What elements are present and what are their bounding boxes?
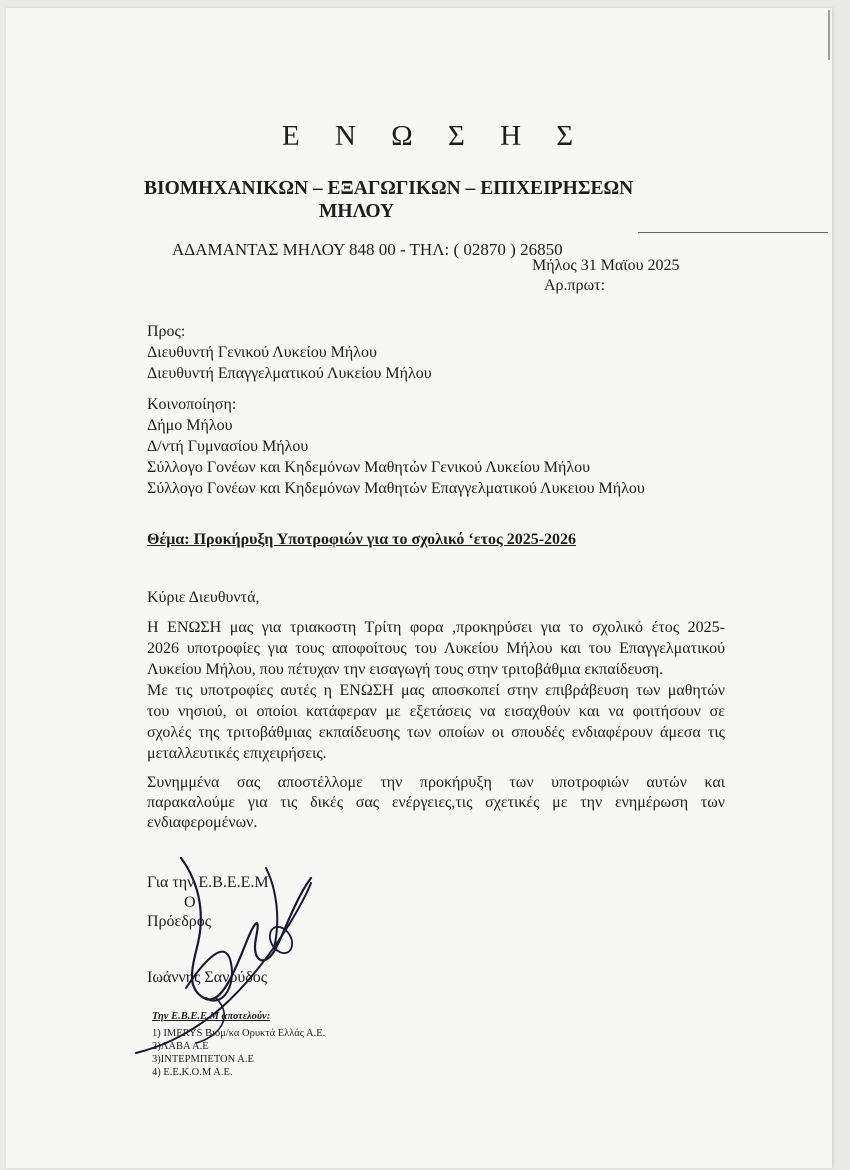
- body-line: μεταλλευτικές επιχειρήσεις.: [147, 745, 327, 762]
- member-item: 1) IMERYS Βιομ/κα Ορυκτά Ελλάς Α.Ε.: [152, 1028, 326, 1039]
- body-line: Η ΕΝΩΣΗ μας για τριακοστη Τρίτη φορα ,προκηρύσει για το σχολικό έτος 2025-: [147, 619, 725, 636]
- cc-item: Σύλλογο Γονέων και Κηδεμόνων Μαθητών Επαγγελματικού Λυκειου Μήλου: [147, 480, 645, 497]
- scan-edge-mark: [828, 10, 830, 60]
- org-title: Ε Ν Ω Σ Η Σ: [282, 120, 588, 152]
- letter-subject: Θέμα: Προκήρυξη Υποτροφιών για το σχολικό ‘ετος 2025-2026: [147, 531, 577, 548]
- cc-item: Σύλλογο Γονέων και Κηδεμόνων Μαθητών Γενικού Λυκείου Μήλου: [147, 459, 591, 476]
- recipient-item: Διευθυντή Γενικού Λυκείου Μήλου: [147, 344, 377, 361]
- recipient-item: Διευθυντή Επαγγελματικού Λυκείου Μήλου: [147, 365, 432, 382]
- members-heading: Την Ε.Β.Ε.Ε.Μ αποτελούν:: [152, 1011, 271, 1022]
- recipients-block: [147, 321, 432, 384]
- signature-article: Ο: [184, 894, 196, 911]
- body-paragraph-2: [147, 773, 725, 833]
- org-subtitle-line2: ΜΗΛΟΥ: [319, 201, 395, 222]
- body-line: ενδιαφερομένων.: [147, 814, 258, 831]
- member-item: 4) Ε.Ε.Κ.Ο.Μ Α.Ε.: [152, 1067, 233, 1078]
- members-list: [152, 1010, 325, 1079]
- cc-item: Δήμο Μήλου: [147, 417, 233, 434]
- signature-title: Πρόεδρος: [147, 913, 212, 930]
- org-address: ΑΔΑΜΑΝΤΑΣ ΜΗΛΟΥ 848 00 - ΤΗΛ: ( 02870 ) 26850: [172, 240, 563, 259]
- recipients-label: Προς:: [147, 323, 186, 340]
- body-line: σχολές της τριτοβάθμιας εκπαίδευσης των οποίων οι σπουδές ενδιαφέρουν άμεσα τις: [147, 724, 725, 741]
- protocol-number: Αρ.πρωτ:: [544, 277, 606, 294]
- cc-label: Κοινοποίηση:: [147, 396, 237, 413]
- salutation: Κύριε Διευθυντά,: [147, 589, 260, 606]
- signatory-name: Ιωάννης Σανούδος: [147, 969, 268, 986]
- body-line: Λυκείου Μήλου, που πέτυχαν την εισαγωγή τους στην τριτοβάθμια εκπαίδευση.: [147, 661, 664, 678]
- letter-page: [6, 8, 832, 1168]
- body-line: του νησιού, οι οποίοι κατάφεραν με εξετάσεις να εισαχθούν και να φοιτήσουν σε: [147, 703, 725, 720]
- cc-item: Δ/ντή Γυμνασίου Μήλου: [147, 438, 309, 455]
- member-item: 3)ΙΝΤΕΡΜΠΕΤΟΝ Α.Ε: [152, 1054, 254, 1065]
- cc-block: [147, 394, 645, 499]
- header-rule: [638, 232, 828, 233]
- body-line: 2026 υποτροφίες για τους αποφοίτους του Λυκείου Μήλου και του Επαγγελματικού: [147, 640, 725, 657]
- body-line: Με τις υποτροφίες αυτές η ΕΝΩΣΗ μας αποσκοπεί στην επιβράβευση των μαθητών: [147, 682, 725, 699]
- letter-date: Μήλος 31 Μαϊου 2025: [532, 257, 680, 274]
- signature-for: Για την Ε.Β.Ε.Ε.Μ: [147, 874, 269, 891]
- body-paragraph-1: [147, 617, 725, 764]
- org-subtitle-line1: ΒΙΟΜΗΧΑΝΙΚΩΝ – ΕΞΑΓΩΓΙΚΩΝ – ΕΠΙΧΕΙΡΗΣΕΩΝ: [144, 178, 634, 199]
- member-item: 2)ΛΑΒΑ Α.Ε: [152, 1041, 209, 1052]
- body-line: παρακαλούμε για τις δικές σας ενέργειες,τις σχετικές με την ενημέρωση των: [147, 794, 725, 811]
- body-line: Συνημμένα σας αποστέλλομε την προκήρυξη των υποτροφιών αυτών και: [147, 774, 725, 791]
